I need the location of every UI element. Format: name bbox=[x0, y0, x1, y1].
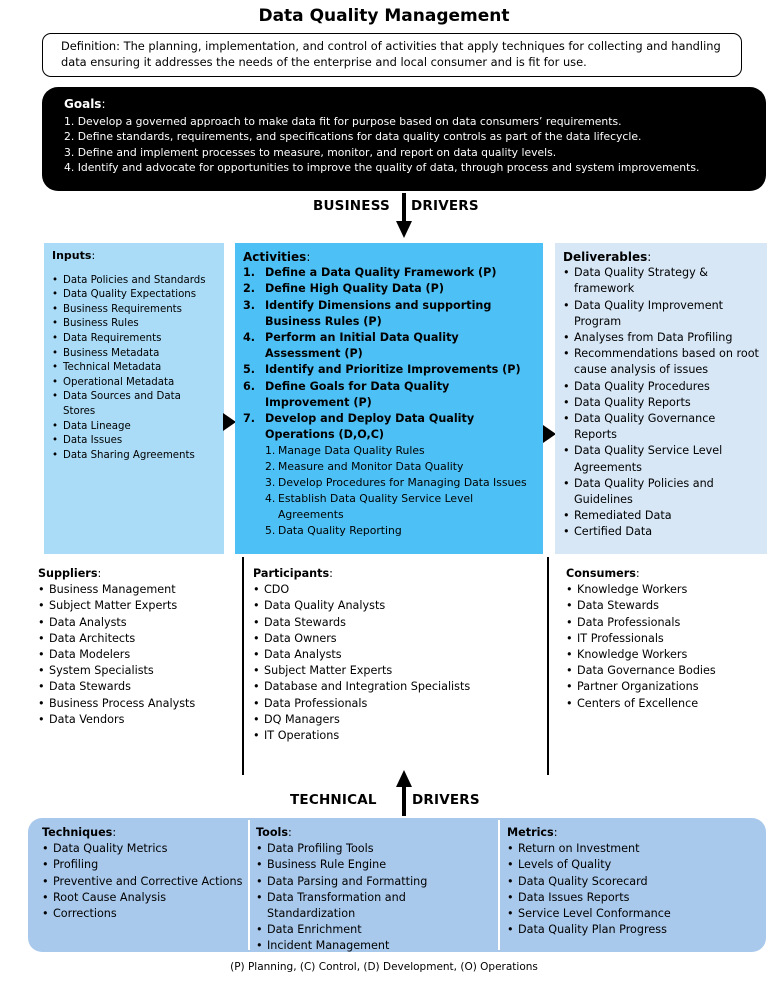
technique-item: • Profiling bbox=[42, 857, 252, 873]
supplier-item: • Data Architects bbox=[38, 631, 238, 647]
divider-line bbox=[547, 557, 549, 775]
activity-item: 3. Identify Dimensions and supporting Business Rules (P) bbox=[243, 298, 492, 328]
tool-item: • Data Profiling Tools bbox=[256, 841, 496, 857]
participant-item: • Data Owners bbox=[253, 631, 543, 647]
supplier-item: • System Specialists bbox=[38, 663, 238, 679]
supplier-item: • Business Management bbox=[38, 582, 238, 598]
input-item: • Data Quality Expectations bbox=[52, 288, 216, 303]
metrics-heading: Metrics: bbox=[507, 826, 558, 839]
consumer-item: • Partner Organizations bbox=[566, 679, 766, 695]
participant-item: • Database and Integration Specialists bbox=[253, 679, 543, 695]
activity-item: 7. Develop and Deploy Data Quality Operations (D,O,C) bbox=[243, 412, 475, 442]
participant-item: • Subject Matter Experts bbox=[253, 663, 543, 679]
participants-section bbox=[253, 566, 543, 744]
deliverable-item: • Data Quality Strategy & framework bbox=[563, 265, 759, 297]
input-item: • Data Lineage bbox=[52, 420, 216, 435]
tool-item: • Business Rule Engine bbox=[256, 857, 496, 873]
input-item: • Business Rules bbox=[52, 317, 216, 332]
deliverable-item: • Recommendations based on root cause analysis of issues bbox=[563, 346, 759, 378]
metric-item: • Data Issues Reports bbox=[507, 890, 757, 906]
inputs-box bbox=[44, 243, 224, 554]
technique-item: • Corrections bbox=[42, 906, 252, 922]
technique-item: • Data Quality Metrics bbox=[42, 841, 252, 857]
input-item: • Data Issues bbox=[52, 434, 216, 449]
metric-item: • Levels of Quality bbox=[507, 857, 757, 873]
goals-box bbox=[42, 87, 766, 191]
goal-item: 1. Develop a governed approach to make data fit for purpose based on data consumers’ requirements. bbox=[64, 114, 622, 128]
activity-item: 4. Perform an Initial Data Quality Assessment (P) bbox=[243, 331, 459, 361]
consumers-section bbox=[566, 566, 766, 712]
participants-heading: Participants: bbox=[253, 567, 333, 580]
supplier-item: • Data Analysts bbox=[38, 615, 238, 631]
divider-line bbox=[242, 557, 244, 775]
metrics-section bbox=[507, 825, 757, 938]
activity-subitem: 1. Manage Data Quality Rules bbox=[265, 444, 425, 458]
supplier-item: • Subject Matter Experts bbox=[38, 598, 238, 614]
consumers-heading: Consumers: bbox=[566, 567, 640, 580]
participant-item: • Data Stewards bbox=[253, 615, 543, 631]
activities-heading: Activities: bbox=[243, 250, 311, 264]
legend: (P) Planning, (C) Control, (D) Development, (O) Operations bbox=[230, 961, 538, 973]
input-item: • Technical Metadata bbox=[52, 361, 216, 376]
techniques-heading: Techniques: bbox=[42, 826, 117, 839]
technique-item: • Root Cause Analysis bbox=[42, 890, 252, 906]
activity-subitem: 5. Data Quality Reporting bbox=[265, 524, 402, 538]
input-item: • Business Requirements bbox=[52, 303, 216, 318]
deliverable-item: • Data Quality Policies and Guidelines bbox=[563, 476, 759, 508]
deliverable-item: • Data Quality Governance Reports bbox=[563, 411, 759, 443]
input-item: • Business Metadata bbox=[52, 347, 216, 362]
activity-item: 6. Define Goals for Data Quality Improvement (P) bbox=[243, 379, 450, 409]
technique-item: • Preventive and Corrective Actions bbox=[42, 874, 252, 890]
tools-section bbox=[256, 825, 496, 955]
activity-subitem: 3. Develop Procedures for Managing Data Issues bbox=[265, 476, 527, 490]
deliverables-heading: Deliverables: bbox=[563, 250, 652, 264]
inputs-heading: Inputs: bbox=[52, 249, 96, 262]
goal-item: 2. Define standards, requirements, and specifications for data quality controls as part of the data lifecycle. bbox=[64, 130, 642, 143]
consumer-item: • Knowledge Workers bbox=[566, 647, 766, 663]
deliverable-item: • Analyses from Data Profiling bbox=[563, 330, 759, 346]
activity-item: 1. Define a Data Quality Framework (P) bbox=[243, 266, 497, 280]
up-arrow-icon bbox=[395, 770, 413, 816]
goal-item: 4. Identify and advocate for opportunities to improve the quality of data, through process and system improvements. bbox=[64, 161, 700, 174]
input-item: • Data Sources and Data Stores bbox=[52, 390, 216, 419]
technical-drivers-left-label: TECHNICAL bbox=[290, 792, 377, 808]
techniques-section bbox=[42, 825, 252, 922]
deliverable-item: • Data Quality Improvement Program bbox=[563, 298, 759, 330]
deliverable-item: • Data Quality Reports bbox=[563, 395, 759, 411]
consumer-item: • Knowledge Workers bbox=[566, 582, 766, 598]
metric-item: • Data Quality Scorecard bbox=[507, 874, 757, 890]
deliverable-item: • Data Quality Service Level Agreements bbox=[563, 443, 759, 475]
participant-item: • IT Operations bbox=[253, 728, 543, 744]
suppliers-section bbox=[38, 566, 238, 728]
participant-item: • Data Professionals bbox=[253, 696, 543, 712]
input-item: • Data Policies and Standards bbox=[52, 274, 216, 289]
participant-item: • Data Analysts bbox=[253, 647, 543, 663]
metric-item: • Return on Investment bbox=[507, 841, 757, 857]
supplier-item: • Business Process Analysts bbox=[38, 696, 238, 712]
down-arrow-icon bbox=[395, 193, 413, 239]
goal-item: 3. Define and implement processes to measure, monitor, and report on data quality levels. bbox=[64, 145, 557, 159]
tool-item: • Data Enrichment bbox=[256, 922, 496, 938]
business-drivers-right-label: DRIVERS bbox=[411, 198, 479, 214]
tool-item: • Incident Management bbox=[256, 938, 496, 954]
activity-subitem: 2. Measure and Monitor Data Quality bbox=[265, 460, 464, 474]
participant-item: • CDO bbox=[253, 582, 543, 598]
deliverable-item: • Data Quality Procedures bbox=[563, 379, 759, 395]
consumer-item: • IT Professionals bbox=[566, 631, 766, 647]
activity-subitem: 4. Establish Data Quality Service Level Agreements bbox=[265, 492, 474, 522]
input-item: • Data Sharing Agreements bbox=[52, 449, 216, 464]
supplier-item: • Data Modelers bbox=[38, 647, 238, 663]
deliverable-item: • Certified Data bbox=[563, 524, 759, 540]
input-item: • Data Requirements bbox=[52, 332, 216, 347]
metric-item: • Service Level Conformance bbox=[507, 906, 757, 922]
consumer-item: • Data Governance Bodies bbox=[566, 663, 766, 679]
tools-heading: Tools: bbox=[256, 826, 292, 839]
input-item: • Operational Metadata bbox=[52, 376, 216, 391]
business-drivers-left-label: BUSINESS bbox=[313, 198, 390, 214]
consumer-item: • Centers of Excellence bbox=[566, 696, 766, 712]
page-title: Data Quality Management bbox=[258, 6, 510, 26]
metric-item: • Data Quality Plan Progress bbox=[507, 922, 757, 938]
activities-box bbox=[235, 243, 543, 554]
deliverables-box bbox=[555, 243, 767, 554]
goals-heading: Goals: bbox=[64, 97, 106, 111]
suppliers-heading: Suppliers: bbox=[38, 567, 102, 580]
consumer-item: • Data Stewards bbox=[566, 598, 766, 614]
supplier-item: • Data Vendors bbox=[38, 712, 238, 728]
technical-drivers-right-label: DRIVERS bbox=[412, 792, 480, 808]
tool-item: • Data Parsing and Formatting bbox=[256, 874, 496, 890]
participant-item: • DQ Managers bbox=[253, 712, 543, 728]
tool-item: • Data Transformation and Standardization bbox=[256, 890, 496, 922]
supplier-item: • Data Stewards bbox=[38, 679, 238, 695]
activity-item: 5. Identify and Prioritize Improvements (P) bbox=[243, 363, 521, 377]
participant-item: • Data Quality Analysts bbox=[253, 598, 543, 614]
deliverable-item: • Remediated Data bbox=[563, 508, 759, 524]
panel-divider bbox=[498, 820, 500, 950]
definition-box: Definition: The planning, implementation, and control of activities that apply techniques for collecting and handling data ensuring it addresses the needs of the enterprise and local consumer and is fit for use. bbox=[42, 33, 742, 77]
consumer-item: • Data Professionals bbox=[566, 615, 766, 631]
activity-item: 2. Define High Quality Data (P) bbox=[243, 282, 444, 296]
